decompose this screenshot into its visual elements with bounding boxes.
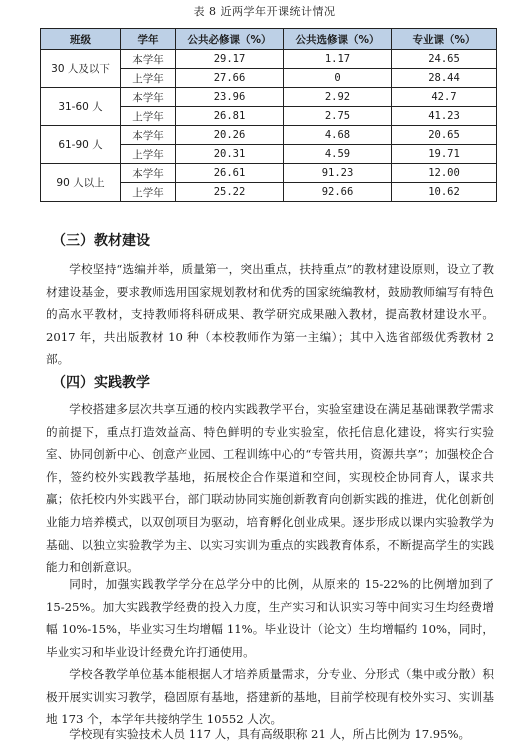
elective-cell: 2.75 [284,107,392,126]
required-cell: 27.66 [176,69,284,88]
major-cell: 24.65 [392,50,497,69]
practice-paragraph-2: 同时，加强实践教学学分在总学分中的比例，从原来的 15-22%的比例增加到了 15-25%。加大实践教学经费的投入力度，生产实习和认识实习等中间实习生均经费增幅 10%-15%，毕业实习生均增幅 11%。毕业设计（论文）生均增幅约 10%，同时，毕业实习和毕业设计经费允许打通使用。 [46,577,494,659]
elective-cell: 91.23 [284,164,392,183]
course-stats-table [40,28,497,202]
table-row [41,126,497,145]
major-cell: 19.71 [392,145,497,164]
section-heading-textbook: （三）教材建设 [52,233,150,249]
header-elective: 公共选修课（%） [284,29,392,50]
required-cell: 20.26 [176,126,284,145]
major-cell: 42.7 [392,88,497,107]
year-cell: 本学年 [121,50,176,69]
major-cell: 20.65 [392,126,497,145]
required-cell: 23.96 [176,88,284,107]
elective-cell: 1.17 [284,50,392,69]
required-cell: 26.61 [176,164,284,183]
year-cell: 上学年 [121,145,176,164]
major-cell: 12.00 [392,164,497,183]
elective-cell: 92.66 [284,183,392,202]
required-cell: 29.17 [176,50,284,69]
section-heading-practice: （四）实践教学 [52,375,150,391]
group-label: 30 人及以下 [41,50,121,88]
year-cell: 本学年 [121,88,176,107]
year-cell: 上学年 [121,107,176,126]
table-caption: 表 8 近两学年开课统计情况 [193,5,336,18]
year-cell: 上学年 [121,183,176,202]
year-cell: 本学年 [121,164,176,183]
group-label: 90 人以上 [41,164,121,202]
header-major: 专业课（%） [392,29,497,50]
required-cell: 25.22 [176,183,284,202]
elective-cell: 4.59 [284,145,392,164]
table-row [41,88,497,107]
table-row [41,50,497,69]
textbook-paragraph: 学校坚持“选编并举，质量第一，突出重点，扶持重点”的教材建设原则，设立了教材建设基金，要求教师选用国家规划教材和优秀的国家统编教材，鼓励教师编写有特色的高水平教材，支持教师将科研成果、教学研究成果融入教材，提高教材建设水平。2017 年，共出版教材 10 种（本校教师作为第一主编）；其中入选省部级优秀教材 2 部。 [46,262,494,367]
year-cell: 本学年 [121,126,176,145]
major-cell: 10.62 [392,183,497,202]
group-label: 61-90 人 [41,126,121,164]
header-year: 学年 [121,29,176,50]
year-cell: 上学年 [121,69,176,88]
elective-cell: 2.92 [284,88,392,107]
table-header-row [41,29,497,50]
header-required: 公共必修课（%） [176,29,284,50]
practice-paragraph-4: 学校现有实验技术人员 117 人，具有高级职称 21 人，所占比例为 17.95%。 [69,727,471,741]
major-cell: 41.23 [392,107,497,126]
major-cell: 28.44 [392,69,497,88]
required-cell: 26.81 [176,107,284,126]
elective-cell: 0 [284,69,392,88]
elective-cell: 4.68 [284,126,392,145]
table-row [41,164,497,183]
practice-paragraph-1: 学校搭建多层次共享互通的校内实践教学平台，实验室建设在满足基础课教学需求的前提下，重点打造效益高、特色鲜明的专业实验室，依托信息化建设，将实行实验室、协同创新中心、创意产业园、工程训练中心的“专管共用，资源共享”；加强校企合作，签约校外实践教学基地，拓展校企合作渠道和空间，实现校企协同育人，谋求共赢；依托校内外实践平台，部门联动协同实施创新教育向创新实践的推进，优化创新创业能力培养模式，以双创项目为驱动，培育孵化创业成果。逐步形成以课内实验教学为基础、以独立实验教学为主、以实习实训为重点的实践教育体系，不断提高学生的实践能力和创新意识。 [46,402,494,575]
required-cell: 20.31 [176,145,284,164]
header-class-size: 班级 [41,29,121,50]
group-label: 31-60 人 [41,88,121,126]
practice-paragraph-3: 学校各教学单位基本能根据人才培养质量需求，分专业、分形式（集中或分散）积极开展实训实习教学，稳固原有基地，搭建新的基地，目前学校现有校外实习、实训基地 173 个，本学年共接纳学生 10552 人次。 [46,667,494,727]
